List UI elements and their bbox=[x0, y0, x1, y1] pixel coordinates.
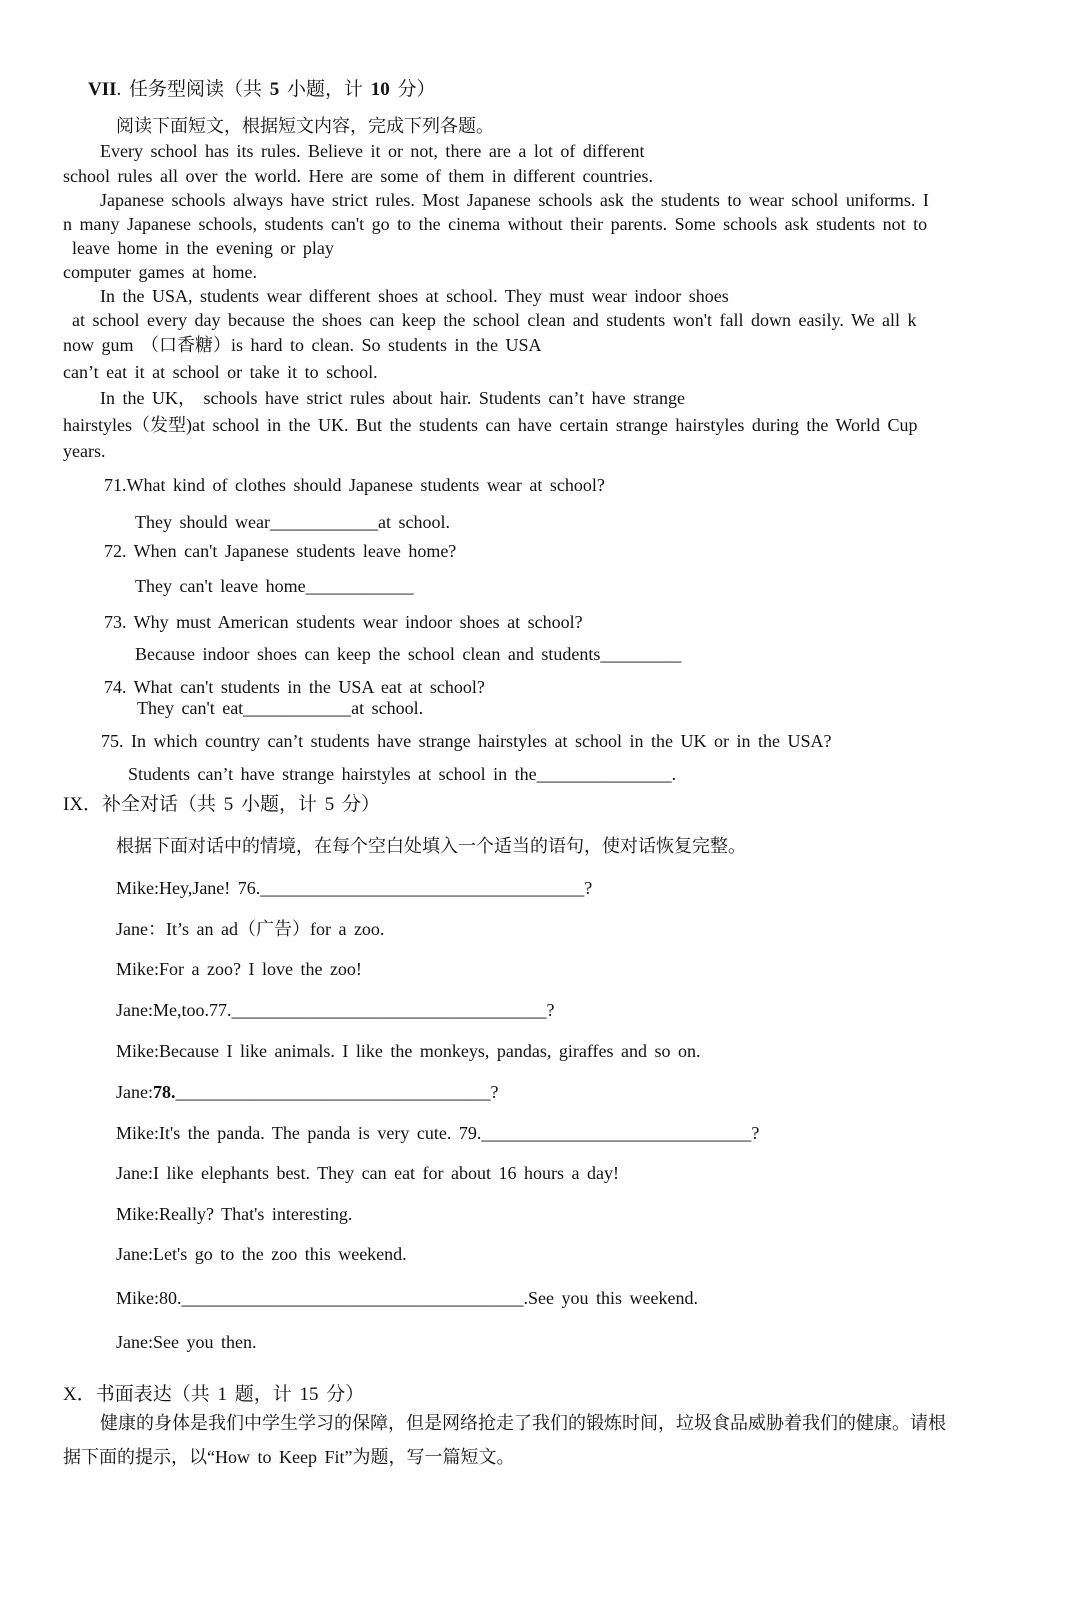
dialogue-line: Jane:I like elephants best. They can eat for about 16 hours a day! bbox=[116, 1163, 620, 1183]
section-vii-heading-text-a: 任务型阅读（共 bbox=[129, 79, 263, 100]
passage-line: Every school has its rules. Believe it or not, there are a lot of different bbox=[100, 141, 645, 161]
dialogue-line: Mike:For a zoo? I love the zoo! bbox=[116, 959, 362, 979]
section-x-heading: X．书面表达（共 1 题，计 15 分） bbox=[63, 1384, 365, 1405]
passage-line: In the USA, students wear different shoes at school. They must wear indoor shoes bbox=[100, 286, 729, 306]
question-73: 73. Why must American students wear indoor shoes at school? bbox=[104, 612, 583, 632]
dialogue-line: Mike:Really? That's interesting. bbox=[116, 1204, 353, 1224]
dialogue-line-77: Jane:Me,too.77.___________________________________? bbox=[116, 1000, 555, 1020]
answer-72: They can't leave home____________ bbox=[135, 576, 414, 596]
passage-line: n many Japanese schools, students can't go to the cinema without their parents. Some schools ask students not to bbox=[63, 214, 928, 234]
section-vii-heading-text-c: 分） bbox=[397, 79, 436, 100]
answer-73: Because indoor shoes can keep the school clean and students_________ bbox=[135, 644, 682, 664]
dialogue-line: Jane:See you then. bbox=[116, 1332, 257, 1352]
section-ix-instruction: 根据下面对话中的情境，在每个空白处填入一个适当的语句，使对话恢复完整。 bbox=[116, 836, 746, 856]
section-vii-heading-text-b: 小题，计 bbox=[287, 79, 364, 100]
question-75: 75. In which country can’t students have strange hairstyles at school in the UK or in the USA? bbox=[101, 731, 832, 751]
section-vii-points: 10 bbox=[370, 79, 390, 100]
section-vii-instruction: 阅读下面短文，根据短文内容，完成下列各题。 bbox=[116, 116, 494, 136]
dialogue-line: Mike:Because I like animals. I like the monkeys, pandas, giraffes and so on. bbox=[116, 1041, 701, 1061]
dialogue-line-79: Mike:It's the panda. The panda is very cute. 79.______________________________? bbox=[116, 1123, 760, 1143]
answer-75: Students can’t have strange hairstyles at school in the_______________. bbox=[128, 764, 677, 784]
section-vii-numeral: VII bbox=[88, 79, 117, 100]
section-x-body-line: 据下面的提示，以“How to Keep Fit”为题，写一篇短文。 bbox=[63, 1447, 515, 1467]
section-x-body-line: 健康的身体是我们中学生学习的保障，但是网络抢走了我们的锻炼时间，垃圾食品威胁着我们的健康。请根 bbox=[100, 1413, 946, 1433]
blank-number-78: 78. bbox=[152, 1082, 176, 1102]
question-72: 72. When can't Japanese students leave home? bbox=[104, 541, 457, 561]
blank-78: ___________________________________? bbox=[175, 1082, 499, 1102]
passage-line: In the UK， schools have strict rules about hair. Students can’t have strange bbox=[100, 388, 686, 408]
speaker-jane: Jane: bbox=[116, 1082, 153, 1102]
dialogue-line: Jane：It’s an ad（广告）for a zoo. bbox=[116, 919, 385, 939]
dialogue-line: Jane:Let's go to the zoo this weekend. bbox=[116, 1244, 407, 1264]
dialogue-line-78 bbox=[116, 1081, 498, 1103]
question-74: 74. What can't students in the USA eat at school? bbox=[104, 677, 485, 697]
passage-line: leave home in the evening or play bbox=[72, 238, 334, 258]
answer-74: They can't eat____________at school. bbox=[137, 698, 424, 718]
passage-line: hairstyles（发型)at school in the UK. But the students can have certain strange hairstyles during the World Cup bbox=[63, 415, 918, 435]
passage-line: at school every day because the shoes can keep the school clean and students won't fall down easily. We all k bbox=[72, 310, 917, 330]
answer-71: They should wear____________at school. bbox=[135, 512, 450, 532]
question-71: 71.What kind of clothes should Japanese students wear at school? bbox=[104, 475, 605, 495]
passage-line: can’t eat it at school or take it to school. bbox=[63, 362, 378, 382]
section-ix-heading: IX．补全对话（共 5 小题，计 5 分） bbox=[63, 794, 381, 815]
dialogue-line-76: Mike:Hey,Jane! 76.____________________________________? bbox=[116, 878, 593, 898]
passage-line: school rules all over the world. Here are some of them in different countries. bbox=[63, 166, 653, 186]
section-vii-question-count: 5 bbox=[269, 79, 280, 100]
dialogue-line-80: Mike:80.______________________________________.See you this weekend. bbox=[116, 1288, 698, 1308]
passage-line: years. bbox=[63, 441, 106, 461]
passage-line: Japanese schools always have strict rules. Most Japanese schools ask the students to wear school uniforms. I bbox=[100, 190, 929, 210]
section-vii-dot: . bbox=[116, 79, 122, 100]
passage-line: computer games at home. bbox=[63, 262, 257, 282]
passage-line: now gum （口香糖）is hard to clean. So students in the USA bbox=[63, 335, 542, 355]
section-vii-heading bbox=[88, 79, 436, 101]
